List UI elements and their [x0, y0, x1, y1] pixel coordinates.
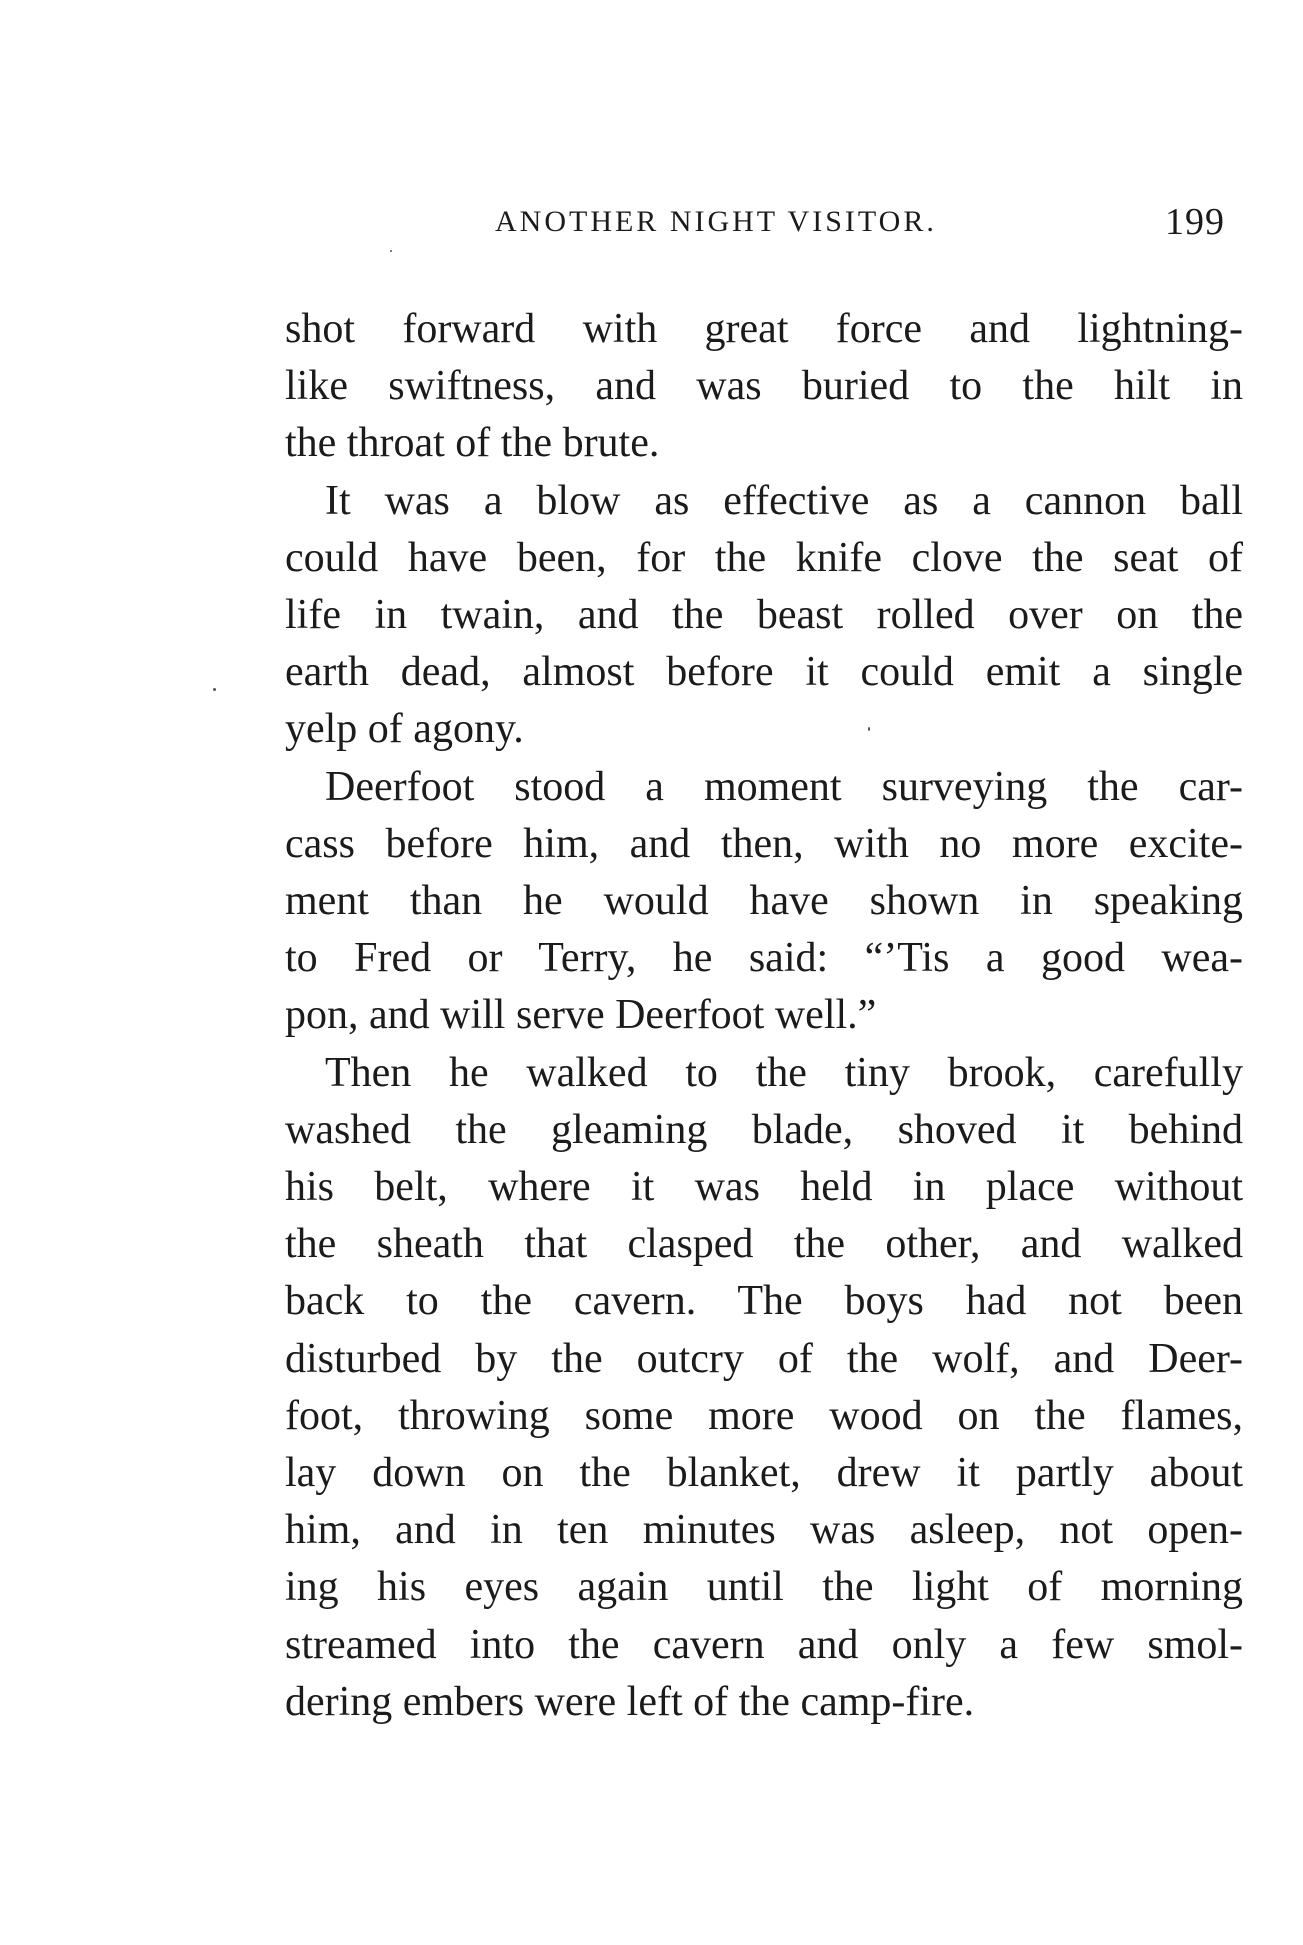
- text-line: Then he walked to the tiny brook, carefully: [325, 1050, 1243, 1096]
- text-line: cass before him, and then, with no more excite-: [285, 821, 1243, 867]
- text-line: life in twain, and the beast rolled over on the: [285, 592, 1243, 638]
- page-number: 199: [1165, 201, 1225, 243]
- text-line: his belt, where it was held in place without: [285, 1164, 1243, 1210]
- text-line: him, and in ten minutes was asleep, not open-: [285, 1507, 1243, 1553]
- text-line: shot forward with great force and lightning-: [285, 306, 1243, 352]
- text-line: yelp of agony.: [285, 706, 524, 752]
- text-line: like swiftness, and was buried to the hilt in: [285, 363, 1243, 409]
- text-line: foot, throwing some more wood on the flames,: [285, 1393, 1243, 1439]
- text-line: the throat of the brute.: [285, 420, 660, 466]
- text-line: disturbed by the outcry of the wolf, and Deer-: [285, 1336, 1243, 1382]
- text-line: to Fred or Terry, he said: “’Tis a good wea-: [285, 935, 1243, 981]
- margin-speck: [868, 727, 870, 731]
- text-line: dering embers were left of the camp-fire.: [285, 1679, 975, 1725]
- text-line: ment than he would have shown in speaking: [285, 878, 1243, 924]
- text-line: the sheath that clasped the other, and walked: [285, 1221, 1243, 1267]
- text-line: It was a blow as effective as a cannon ball: [325, 478, 1243, 524]
- text-line: Deerfoot stood a moment surveying the car-: [325, 764, 1243, 810]
- running-head: ANOTHER NIGHT VISITOR.: [495, 205, 937, 238]
- text-line: pon, and will serve Deerfoot well.”: [285, 992, 877, 1038]
- text-line: ing his eyes again until the light of morning: [285, 1564, 1243, 1610]
- text-line: back to the cavern. The boys had not been: [285, 1278, 1243, 1324]
- text-line: could have been, for the knife clove the seat of: [285, 535, 1243, 581]
- text-line: earth dead, almost before it could emit a single: [285, 649, 1243, 695]
- text-line: streamed into the cavern and only a few smol-: [285, 1622, 1243, 1668]
- text-line: lay down on the blanket, drew it partly about: [285, 1450, 1243, 1496]
- text-line: washed the gleaming blade, shoved it behind: [285, 1107, 1243, 1153]
- margin-speck: [390, 250, 392, 252]
- margin-speck: [213, 688, 216, 691]
